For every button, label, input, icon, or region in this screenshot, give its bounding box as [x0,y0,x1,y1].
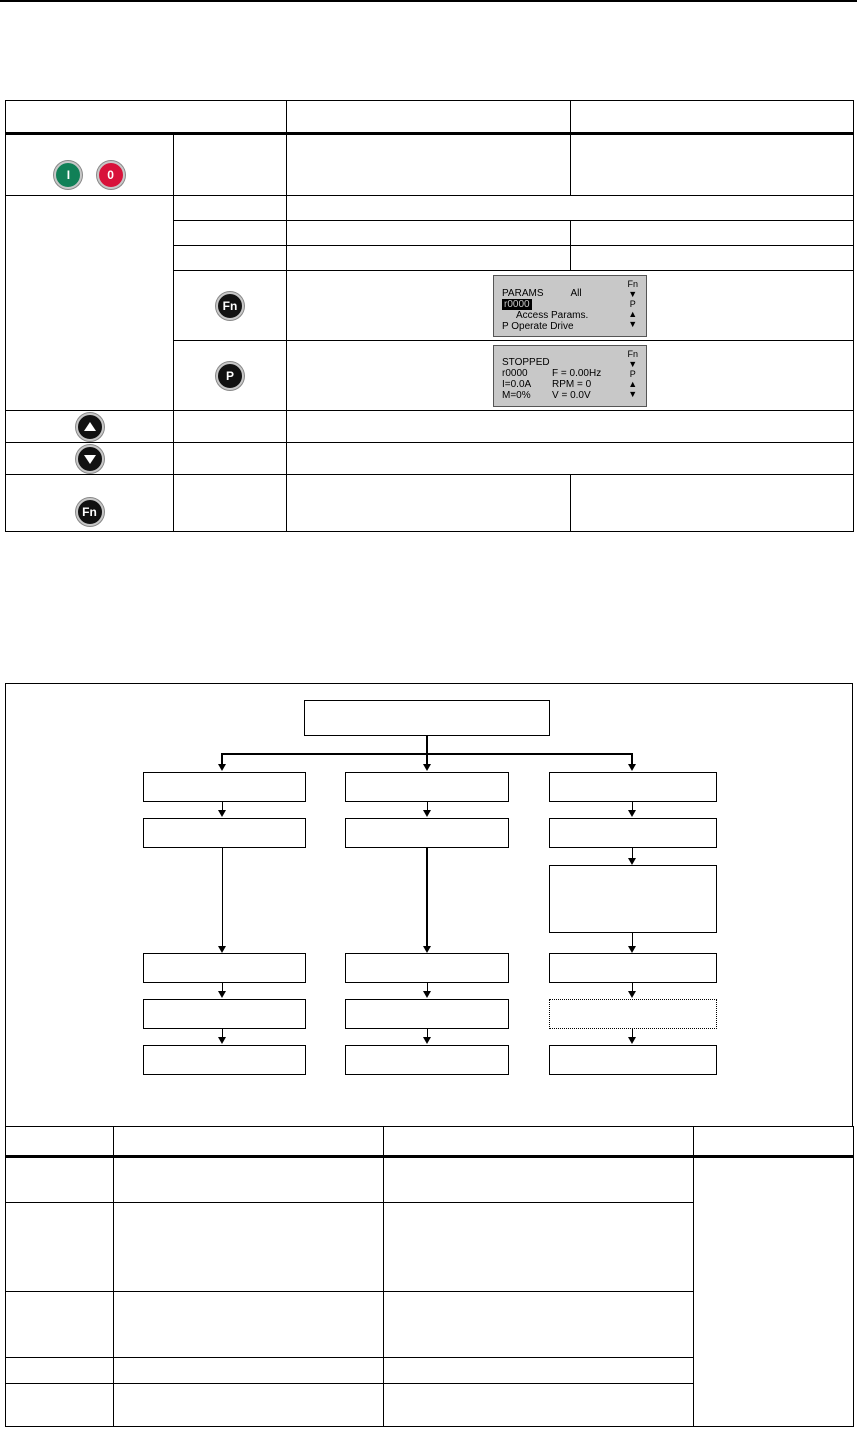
table-header-row [6,101,854,134]
lcd-line-1: STOPPED [502,357,550,368]
triangle-down-icon: ▼ [628,319,638,329]
table-row [6,1157,854,1203]
flow-connector [427,1029,428,1037]
header-cell [384,1127,694,1157]
table-cell [174,411,287,443]
triangle-down-icon: ▼ [628,289,638,299]
flow-root-box [304,700,550,736]
page-top-rule [0,0,857,2]
flow-box [143,818,306,848]
flow-connector [427,802,428,810]
lcd-line-2 [502,368,638,379]
table-cell [571,221,854,246]
table-cell [114,1203,384,1292]
arrow-down-icon [423,810,431,817]
table-row [6,411,854,443]
flow-box [549,1045,717,1075]
lcd-line-3 [502,379,638,390]
table-cell [114,1292,384,1358]
table-cell [174,221,287,246]
flow-box [345,953,509,983]
flow-connector [632,802,633,810]
flow-box [345,1045,509,1075]
flow-connector [222,802,223,810]
lcd-frequency: F = 0.00Hz [552,368,602,379]
header-cell [571,101,854,134]
fn-key-icon[interactable]: Fn [216,292,244,320]
lcd-side-p: P [629,369,636,379]
table-cell [384,1384,694,1427]
flow-box [549,772,717,802]
header-cell [6,101,287,134]
arrow-down-icon [628,946,636,953]
table-cell [571,246,854,271]
table-cell [571,134,854,196]
table-cell [114,1384,384,1427]
table-cell [287,196,854,221]
lcd-line-4 [502,321,638,332]
off-key-icon[interactable]: 0 [97,161,125,189]
table-cell [174,134,287,196]
on-key-icon[interactable]: I [54,161,82,189]
flow-connector [632,1029,633,1037]
table-cell [114,1358,384,1384]
arrow-down-icon [423,991,431,998]
table-cell [6,1157,114,1203]
table-cell [174,443,287,475]
flow-connector [426,848,428,946]
up-key-cell [6,411,174,443]
flow-connector [222,983,223,991]
flow-connector [632,983,633,991]
triangle-down-icon: ▼ [628,359,638,369]
key-function-table [5,100,854,532]
arrow-down-icon [628,810,636,817]
flow-box [345,999,509,1029]
down-key-cell [6,443,174,475]
lcd-operate-drive: Operate Drive [511,321,574,332]
flow-connector [222,1029,223,1037]
arrow-down-icon [218,1037,226,1044]
table-cell [6,196,174,411]
p-key-icon[interactable]: P [216,362,244,390]
table-cell [384,1292,694,1358]
lcd-p-prefix: P [502,321,509,332]
lcd-current: I=0.0A [502,379,532,390]
triangle-down-icon: ▼ [628,389,638,399]
lcd-all-label: All [570,288,582,299]
lcd-torque: M=0% [502,390,531,401]
flow-connector [632,933,633,946]
flowchart-frame [5,683,853,1126]
down-key-icon[interactable] [76,445,104,473]
flow-box [143,953,306,983]
lcd-side-indicators [627,349,638,399]
header-cell [6,1127,114,1157]
arrow-down-icon [628,764,636,771]
lcd-line-4 [502,390,638,401]
lcd-params-label: PARAMS [502,288,544,299]
table-cell [287,411,854,443]
table-cell [6,1292,114,1358]
flow-box [143,1045,306,1075]
lcd-side-fn: Fn [627,279,638,289]
header-cell [114,1127,384,1157]
table-cell [287,221,571,246]
flow-box [143,999,306,1029]
table-cell [114,1157,384,1203]
flow-box [549,953,717,983]
lcd-side-p: P [629,299,636,309]
flow-box [143,772,306,802]
lcd-rpm: RPM = 0 [552,379,592,390]
table-cell [287,443,854,475]
lcd-params-display [493,275,647,337]
table-cell [571,475,854,532]
triangle-up-icon: ▲ [628,379,638,389]
table-cell [174,196,287,221]
p-key-cell [174,341,287,411]
lcd-line-3: Access Params. [516,310,589,321]
fn-key-cell [174,271,287,341]
arrow-down-icon [628,991,636,998]
table-header-row [6,1127,854,1157]
on-off-key-cell [6,134,174,196]
flow-connector [222,848,223,946]
header-cell [287,101,571,134]
table-cell [174,475,287,532]
table-cell [384,1157,694,1203]
table-row [6,196,854,221]
table-cell [174,246,287,271]
arrow-down-icon [423,1037,431,1044]
flow-box [345,818,509,848]
lcd-side-fn: Fn [627,349,638,359]
arrow-down-icon [218,764,226,771]
table-cell [6,1384,114,1427]
flow-box-optional [549,999,717,1029]
arrow-down-icon [628,1037,636,1044]
lcd-voltage: V = 0.0V [552,390,591,401]
arrow-down-icon [218,946,226,953]
fn-key-cell-2 [6,475,174,532]
table-cell [6,1358,114,1384]
table-cell [694,1157,854,1427]
table-cell [6,1203,114,1292]
arrow-down-icon [218,810,226,817]
table-cell [384,1203,694,1292]
flow-box [345,772,509,802]
flow-description-table [5,1126,854,1427]
up-key-icon[interactable] [76,413,104,441]
table-row [6,475,854,532]
flow-box-tall [549,865,717,933]
table-cell [287,246,571,271]
table-row [6,443,854,475]
header-cell [694,1127,854,1157]
lcd-line-2 [502,299,638,310]
lcd-side-indicators [627,279,638,329]
lcd-line-1 [502,288,638,299]
arrow-down-icon [423,946,431,953]
arrow-down-icon [628,858,636,865]
table-cell [287,475,571,532]
flow-connector [426,736,428,754]
fn-key-icon[interactable]: Fn [76,498,104,526]
flow-connector [427,983,428,991]
triangle-up-icon: ▲ [628,309,638,319]
lcd-stopped-display [493,345,647,407]
lcd-param-id: r0000 [502,368,528,379]
arrow-down-icon [423,764,431,771]
lcd-selected-param: r0000 [504,299,530,310]
table-cell [384,1358,694,1384]
flow-box [549,818,717,848]
arrow-down-icon [218,991,226,998]
table-cell [287,134,571,196]
flow-connector [632,848,633,858]
table-row [6,134,854,196]
